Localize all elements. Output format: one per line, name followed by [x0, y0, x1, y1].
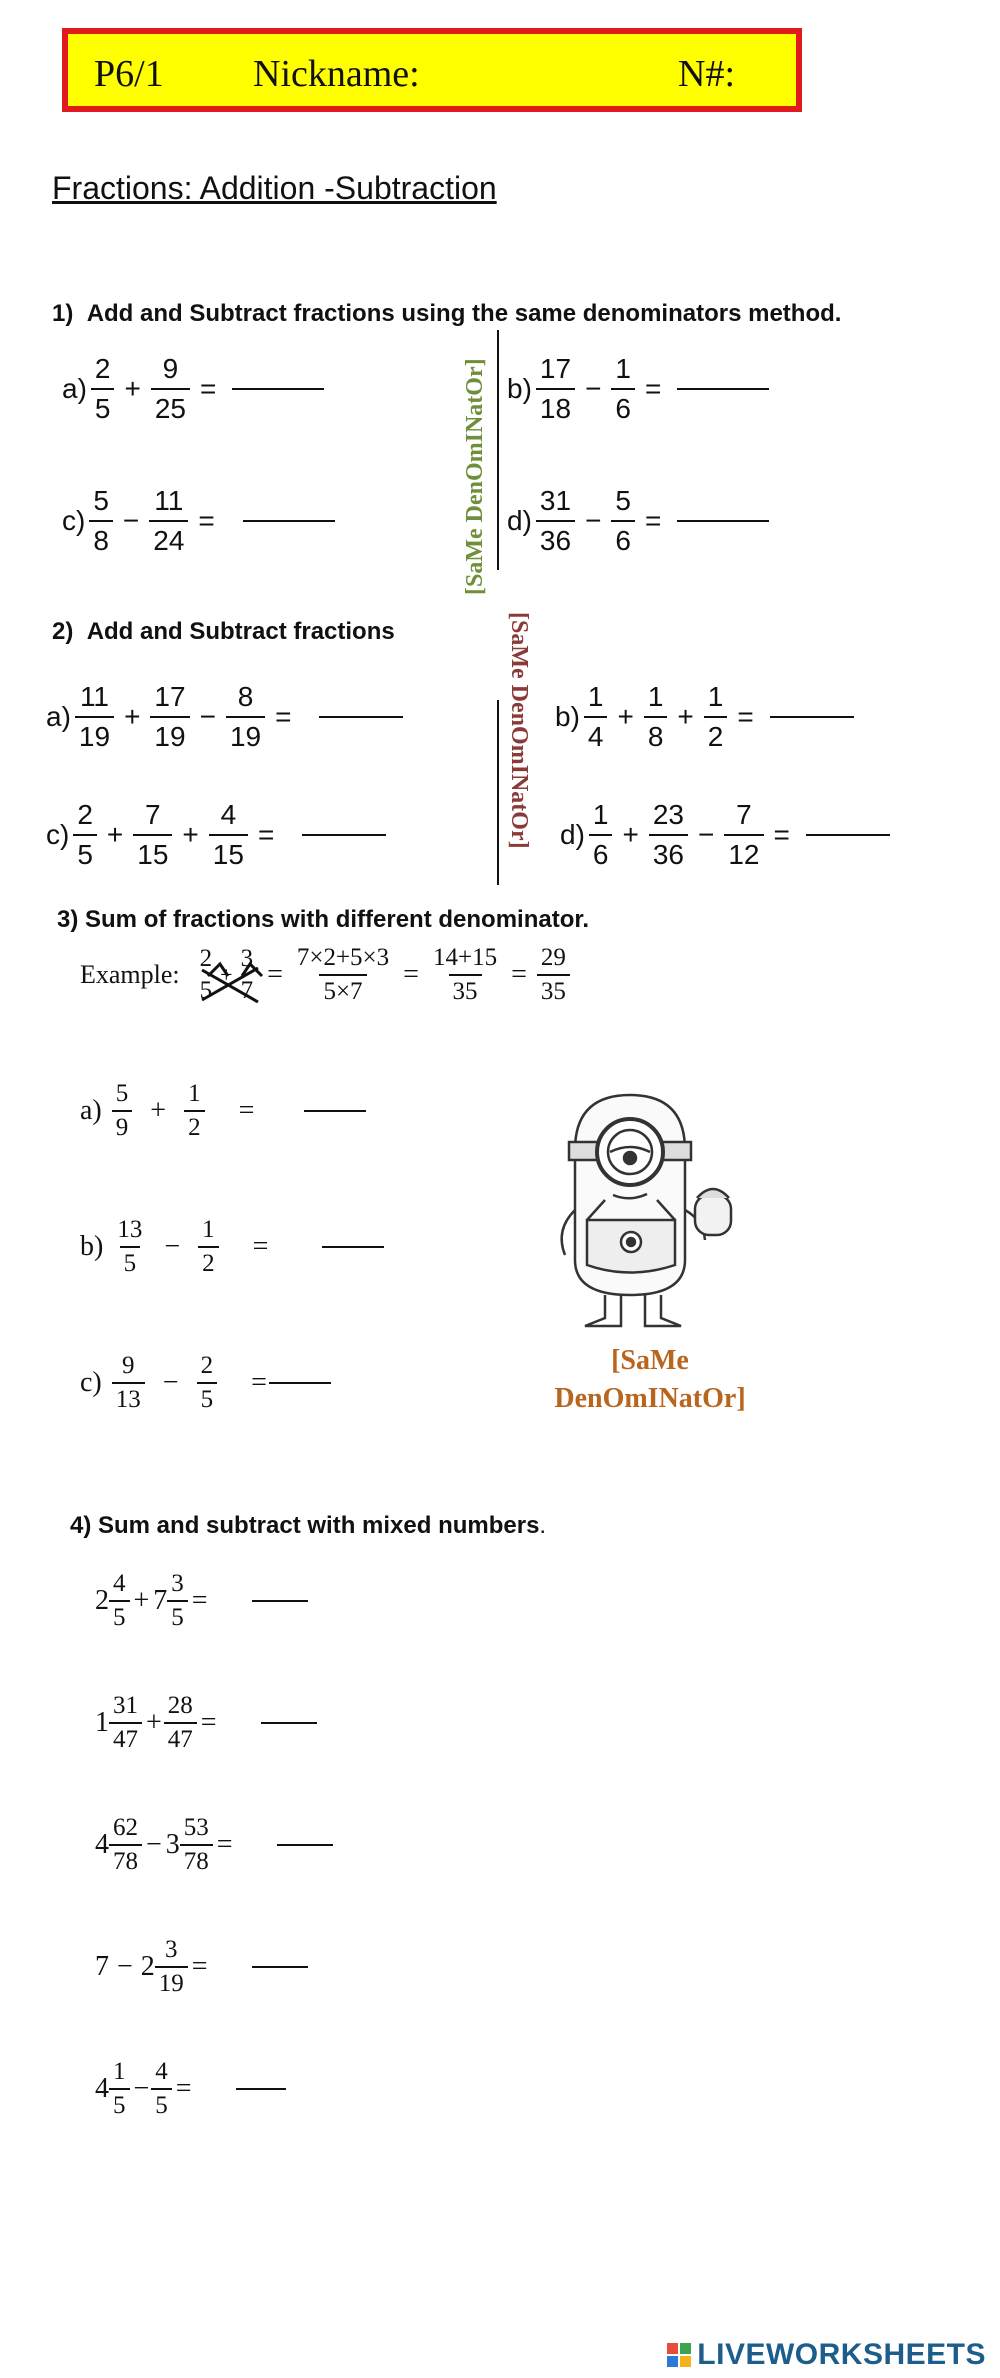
- minion-illustration: [525, 1090, 755, 1335]
- answer-blank[interactable]: [677, 520, 769, 522]
- answer-blank[interactable]: [232, 388, 324, 390]
- s3-problem-c: c) $\frac{9}{13}$ − $\frac{2}{5}$ =: [80, 1350, 331, 1416]
- page-title: Fractions: Addition -Subtraction: [52, 170, 497, 206]
- liveworksheets-logo: [667, 2338, 986, 2372]
- s2-problem-b: b) $\frac{1}{4}$ + $\frac{1}{8}$ + $\frac{1}{2}$ =: [555, 678, 854, 756]
- class-label: P6/1: [94, 53, 164, 95]
- answer-blank[interactable]: [319, 716, 403, 718]
- divider-line: [497, 700, 499, 885]
- s2-problem-a: a) $\frac{11}{19}$ + $\frac{17}{19}$ − $\frac{8}{19}$ =: [46, 678, 403, 756]
- side-label-same-denominator: [SaMe DenOmINatOr]: [506, 612, 532, 849]
- section-2-heading: 2) Add and Subtract fractions: [52, 618, 395, 645]
- nickname-label: Nickname:: [253, 53, 420, 95]
- s1-problem-a: a) $\frac{2}{5}$ + $\frac{9}{25}$ =: [62, 350, 324, 428]
- s4-problem-2: 1 $\frac{31}{47}$ + $\frac{28}{47}$ =: [95, 1690, 317, 1756]
- s1-problem-c: c) $\frac{5}{8}$ − $\frac{11}{24}$ =: [62, 482, 335, 560]
- s2-problem-c: c) $\frac{2}{5}$ + $\frac{7}{15}$ + $\frac{4}{15}$ =: [46, 796, 386, 874]
- brand-name: LIVEWORKSHEETS: [697, 2338, 986, 2371]
- answer-blank[interactable]: [236, 2088, 286, 2090]
- number-label: N#:: [678, 53, 735, 95]
- answer-blank[interactable]: [252, 1966, 308, 1968]
- section-3-heading: 3) Sum of fractions with different denominator.: [57, 906, 590, 933]
- s4-problem-3: 4 $\frac{62}{78}$ − 3 $\frac{53}{78}$ =: [95, 1812, 333, 1878]
- s4-problem-4: 7 − 2 $\frac{3}{19}$ =: [95, 1934, 308, 2000]
- s3-problem-a: a) $\frac{5}{9}$ + $\frac{1}{2}$ =: [80, 1078, 366, 1144]
- answer-blank[interactable]: [304, 1110, 366, 1112]
- s4-problem-5: 4 $\frac{1}{5}$ − $\frac{4}{5}$ =: [95, 2056, 286, 2122]
- answer-blank[interactable]: [302, 834, 386, 836]
- minion-caption: [SaMe DenOmINatOr]: [554, 1345, 746, 1414]
- section-4-heading: 4) Sum and subtract with mixed numbers.: [70, 1512, 547, 1539]
- example-label: Example:: [80, 960, 180, 989]
- answer-blank[interactable]: [770, 716, 854, 718]
- s1-problem-d: d) $\frac{31}{36}$ − $\frac{5}{6}$ =: [507, 482, 769, 560]
- s4-problem-1: 2 $\frac{4}{5}$ + 7 $\frac{3}{5}$ =: [95, 1568, 308, 1634]
- answer-blank[interactable]: [269, 1382, 331, 1384]
- example-equation: Example: 2 5 + 3 7 = $\frac{7\times 2+5\times 3}{5\times 7}$ = $\frac{14+15}{35}$ = $\frac{29}{35}$: [80, 942, 574, 1008]
- answer-blank[interactable]: [322, 1246, 384, 1248]
- answer-blank[interactable]: [806, 834, 890, 836]
- cross-multiply-arrows: [188, 960, 278, 1010]
- divider-line: [497, 330, 499, 570]
- answer-blank[interactable]: [277, 1844, 333, 1846]
- side-label-same-denominator: [SaMe DenOmINatOr]: [462, 358, 488, 595]
- header-box: [62, 28, 802, 112]
- answer-blank[interactable]: [243, 520, 335, 522]
- answer-blank[interactable]: [261, 1722, 317, 1724]
- s1-problem-b: b) $\frac{17}{18}$ − $\frac{1}{6}$ =: [507, 350, 769, 428]
- logo-icon: [667, 2343, 691, 2367]
- section-1-heading: 1) Add and Subtract fractions using the same denominators method.: [52, 300, 842, 327]
- answer-blank[interactable]: [677, 388, 769, 390]
- s2-problem-d: d) $\frac{1}{6}$ + $\frac{23}{36}$ − $\frac{7}{12}$ =: [560, 796, 890, 874]
- s3-problem-b: b) $\frac{13}{5}$ − $\frac{1}{2}$ =: [80, 1214, 384, 1280]
- answer-blank[interactable]: [252, 1600, 308, 1602]
